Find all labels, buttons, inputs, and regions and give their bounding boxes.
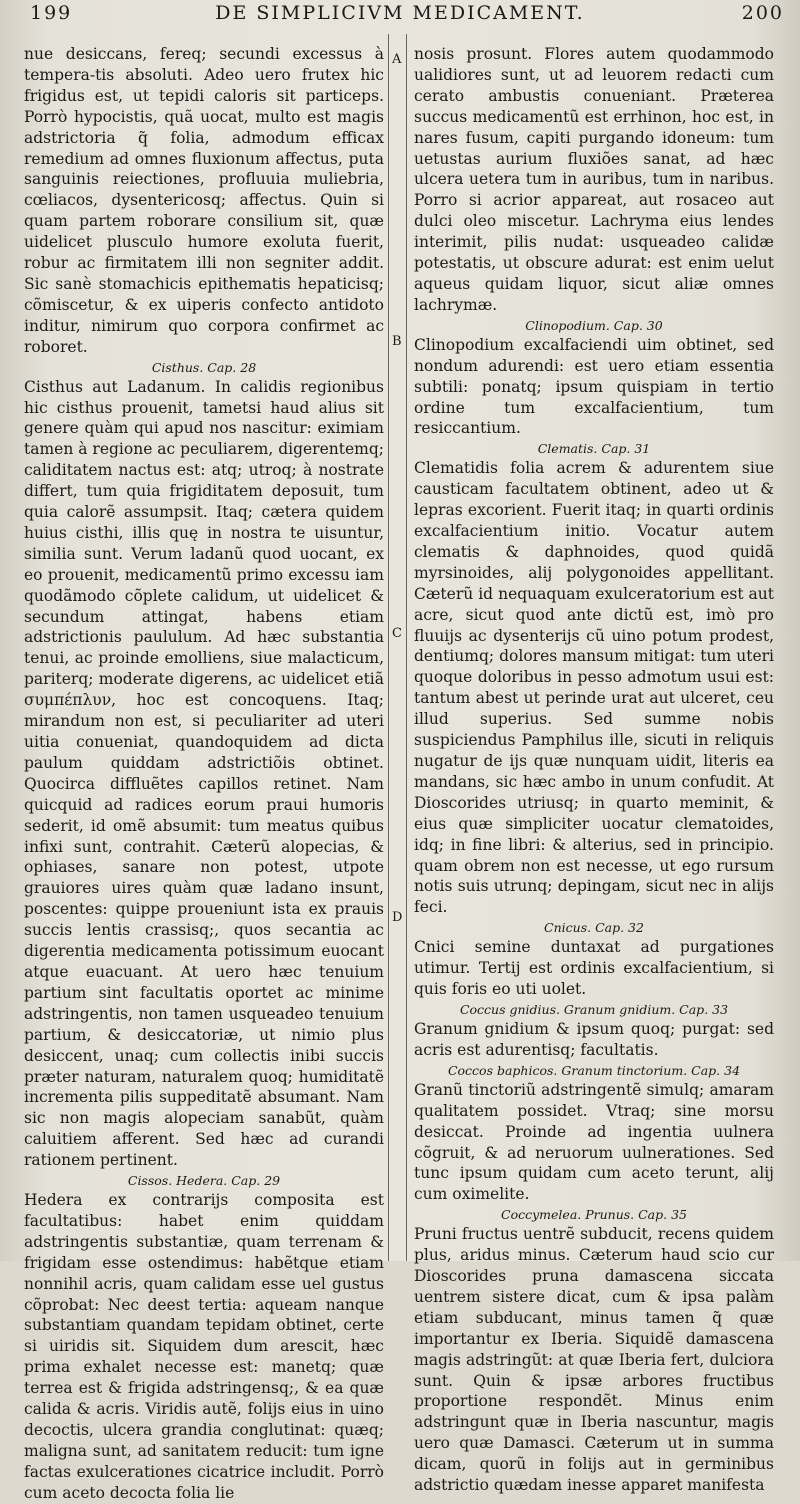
chapter-heading: Clinopodium. Cap. 30: [525, 317, 663, 333]
margin-letter-a: A: [392, 52, 402, 67]
running-header: [10, 0, 790, 36]
margin-letter-c: C: [392, 626, 402, 641]
paragraph: Granũ tinctoriũ adstringentẽ simulq; amaram qualitatem possidet. Vtraq; sine morsu desiccat. Proinde ad ingentia uulnera cõgruit, & ad neruorum uulnerationes. Sed tunc ipsum quidam cum aceto terunt, alij cum oximelite.: [414, 1080, 774, 1204]
paragraph: Clematidis folia acrem & adurentem siue causticam facultatem obtinent, adeo ut & lepras excorient. Fuerit itaq; in quarti ordinis excalfacientium initio. Vocatur autem clematis & daphnoides, quod quidã myrsinoides, alij polygonoides appellitant. Cæterũ id nequaquam exulceratorium est aut acre, sicut quod ante dictũ est, imò pro fluuijs ac dysenterijs cũ uino potum prodest, dentiumq; dolores mansum mitigat: tum uteri quoque doloribus in pesso admotum usui est: tantum abest ut perinde urat aut ulceret, ceu illud superius. Sed summe nobis suspiciendus Pamphilus ille, sicuti in reliquis nugatur de ijs quæ nunquam uidit, literis ea mandans, sic hæc ambo in unum confudit. At Dioscorides utriusq; in quarto meminit, & eius quæ simpliciter uocatur clematoides, idq; in fine libri: & alterius, sed in principio. quam obrem non est necesse, ut ego rursum notis suis utrunq; depingam, sicut nec in alijs feci.: [414, 459, 774, 917]
right-column: [414, 44, 774, 1496]
paragraph: nue desiccans, fereq; secundi excessus à tempera-tis absoluti. Adeo uero frutex hic frigidus est, ut tepidi caloris sit particeps. Porrò hypocistis, quã uocat, multo est magis adstrictoria q̃ folia, admodum efficax remedium ad omnes fluxionum affectus, puta sanguinis reiectiones, profluuia muliebria, cœliacos, dysentericosq; affectus. Quin si quam partem roborare consilium sit, quæ uidelicet plusculo humore exoluta fuerit, robur ac firmitatem illi non segniter addit. Sic sanè stomachicis epithematis hepaticisq; cõmiscetur, & ex uiperis confecto antidoto inditur, nimirum quo corpora confirmet ac roboret.: [24, 45, 384, 356]
margin-letter-d: D: [392, 910, 403, 925]
chapter-heading: Coccus gnidius. Granum gnidium. Cap. 33: [459, 1001, 729, 1017]
page-number-right: 200: [741, 2, 784, 24]
paragraph: Granum gnidium & ipsum quoq; purgat: sed acris est adurentisq; facultatis.: [414, 1019, 774, 1059]
chapter-heading: Cissos. Hedera. Cap. 29: [127, 1173, 281, 1189]
page-number-left: 199: [30, 2, 73, 24]
chapter-heading: Coccymelea. Prunus. Cap. 35: [501, 1207, 687, 1223]
margin-letter-b: B: [392, 334, 402, 349]
paragraph: Cisthus aut Ladanum. In calidis regionibus hic cisthus prouenit, tametsi haud alius sit genere quàm qui apud nos nascitur: eximiam tamen à regione ac peculiarem, digerentemq; caliditatem nactus est: atq; utroq; à nostrate differt, tum quia frigiditatem deposuit, tum quia calorẽ assumpsit. Itaq; cætera quidem huius cisthi, illis quę in nostra te uisuntur, similia sunt. Verum ladanũ quod uocant, ex eo prouenit, medicamentũ primo excessu iam quodãmodo cõplete calidum, ut uidelicet & secundum attingat, habens etiam adstrictionis paululum. Ad hæc substantia tenui, ac proinde emolliens, siue malacticum, pariterq; moderate digerens, ac uidelicet etiã συμπέπλυν, hoc est concoquens. Itaq; mirandum non est, si peculiariter ad uteri uitia conueniat, quandoquidem ad dicta paulum quiddam adstrictiõis obtinet. Quocirca diffluẽtes capillos retinet. Nam quicquid ad radices eorum praui humoris sederit, id omẽ absumit: tum meatus quibus infixi sunt, contrahit. Cæterũ alopecias, & ophiases, sanare non potest, utpote grauiores uires quàm quæ ladano insunt, poscentes: quippe proueniunt ista ex prauis succis lentis crassisq;, quos secantia ac digerentia medicamenta potissimum euocant atque euacuant. At uero hæc tenuium partium sint facultatis oportet ac minime adstringentis, non tamen usqueadeo tenuium partium, & desiccatoriæ, ut nimio plus desiccent, unaq; cum collectis inibi succis præter naturam, naturalem quoq; humiditatẽ incrementa pilis suppeditatẽ absumant. Nam sic non magis alopeciam sanabũt, quàm caluitiem afferent. Sed hæc ad curandi rationem pertinent.: [24, 377, 384, 1170]
column-rule-left: [388, 34, 389, 1261]
chapter-heading: Clematis. Cap. 31: [537, 441, 651, 457]
paragraph: Cnici semine duntaxat ad purgationes utimur. Tertij est ordinis excalfacientium, si quis foris eo uti uolet.: [414, 938, 774, 999]
running-title: DE SIMPLICIVM MEDICAMENT.: [215, 2, 585, 24]
paragraph: nosis prosunt. Flores autem quodammodo ualidiores sunt, ut ad leuorem redacti cum cerato ambustis conueniant. Præterea succus medicamentũ est errhinon, hoc est, in nares fusum, capiti purgando idoneum: tum uetustas aurium fluxiões sanat, ad hæc ulcera uetera tum in auribus, tum in naribus. Porro si acrior appareat, aut rosaceo aut dulci oleo miscetur. Lachryma eius lendes interimit, pilis nudat: usqueadeo calidæ potestatis, ut obscure adurat: est enim uelut aqueus quidam liquor, sicut aliæ omnes lachrymæ.: [414, 45, 774, 314]
paragraph: Hedera ex contrarijs composita est facultatibus: habet enim quiddam adstringentis substantiæ, quam terrenam & frigidam esse ostendimus: habẽtque etiam nonnihil acris, quam calidam esse uel gustus cõprobat: Nec deest tertia: aqueam nanque substantiam quandam tepidam obtinet, certe si uiridis sit. Siquidem dum arescit, hæc prima exhalet necesse est: manetq; quæ terrea est & frigida adstringensq;, & ea quæ calida & acris. Viridis autẽ, folijs eius in uino decoctis, ulcera grandia conglutinat: quæq; maligna sunt, ad sanitatem reducit: tum igne factas exulcerationes cicatrice includit. Porrò cum aceto decocta folia lie: [24, 1191, 384, 1502]
left-column: [24, 44, 384, 1504]
chapter-heading: Cisthus. Cap. 28: [151, 359, 257, 375]
column-rule-right: [406, 34, 407, 1261]
chapter-heading: Cnicus. Cap. 32: [544, 920, 644, 936]
paragraph: Clinopodium excalfaciendi uim obtinet, sed nondum adurendi: est uero etiam essentia subtili: ponatq; ipsum quispiam in tertio ordine tum excalfacientium, tum resiccantium.: [414, 335, 774, 438]
paragraph: Pruni fructus uentrẽ subducit, recens quidem plus, aridus minus. Cæterum haud scio cur Dioscorides pruna damascena siccata uentrem sistere dicat, cum & ipsa palàm etiam subducant, minus tamen q̃ quæ importantur ex Iberia. Siquidẽ damascena magis adstringũt: at quæ Iberia fert, dulciora sunt. Quin & ipsæ arbores fructibus proportione respondẽt. Minus enim adstringunt quæ in Iberia nascuntur, magis uero quæ Damasci. Cæterum ut in summa dicam, quorũ in folijs aut in germinibus adstrictio quædam inesse apparet manifesta: [414, 1225, 774, 1495]
chapter-heading: Coccos baphicos. Granum tinctorium. Cap. 34: [447, 1062, 741, 1078]
